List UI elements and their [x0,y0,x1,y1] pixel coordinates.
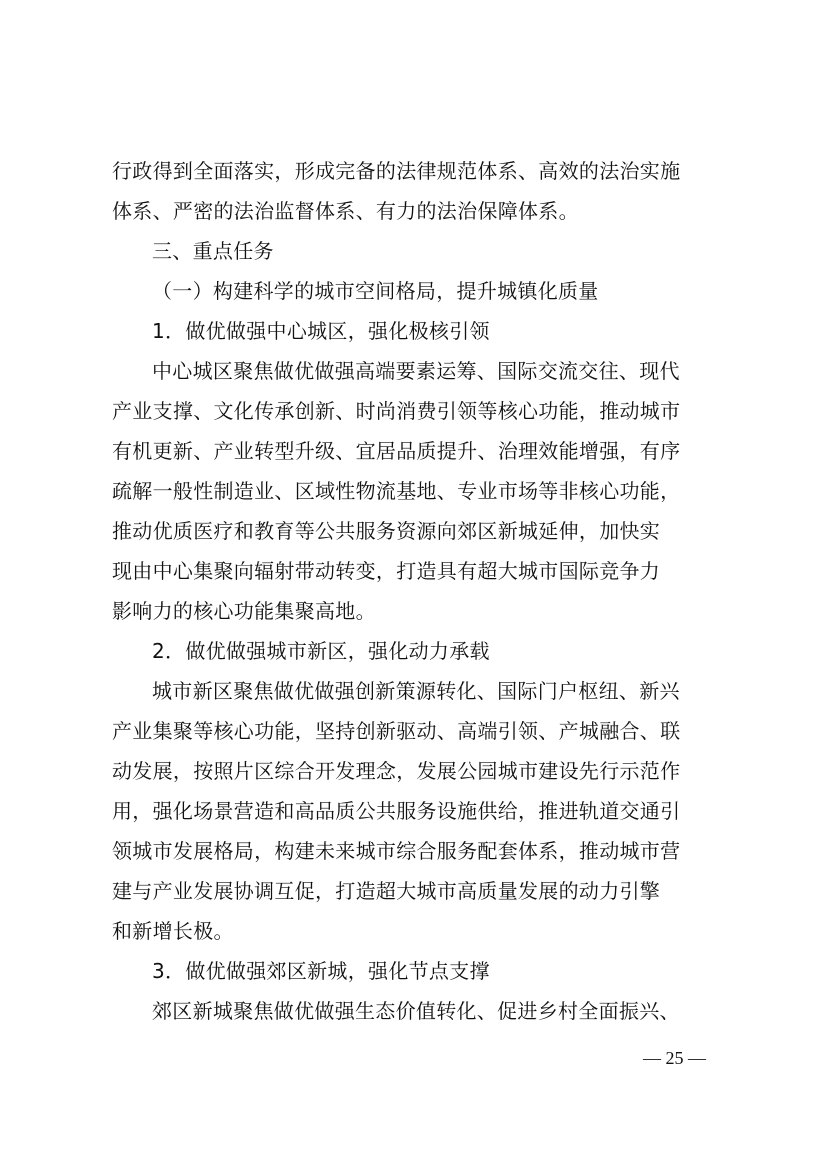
paragraph-line: 影响力的核心功能集聚高地。 [112,599,376,623]
item-heading: 3．做优做强郊区新城，强化节点支撑 [152,959,490,983]
paragraph-line: 领城市发展格局，构建未来城市综合服务配套体系，推动城市营 [112,839,681,863]
paragraph-line: 中心城区聚焦做优做强高端要素运筹、国际交流交往、现代 [152,359,680,383]
subsection-heading: （一）构建科学的城市空间格局，提升城镇化质量 [152,279,599,303]
paragraph-line: 和新增长极。 [112,919,234,943]
paragraph-line: 现由中心集聚向辐射带动转变，打造具有超大城市国际竞争力 [112,559,661,583]
paragraph-line: 郊区新城聚焦做优做强生态价值转化、促进乡村全面振兴、 [152,999,680,1023]
paragraph-line: 城市新区聚焦做优做强创新策源转化、国际门户枢纽、新兴 [152,679,680,703]
paragraph-line: 体系、严密的法治监督体系、有力的法治保障体系。 [112,199,579,223]
paragraph-line: 产业支撑、文化传承创新、时尚消费引领等核心功能，推动城市 [112,399,681,423]
paragraph-line: 推动优质医疗和教育等公共服务资源向郊区新城延伸，加快实 [112,519,661,543]
page-number: — 25 — [643,1048,706,1068]
paragraph-line: 有机更新、产业转型升级、宜居品质提升、治理效能增强，有序 [112,439,681,463]
section-heading: 三、重点任务 [152,239,274,263]
paragraph-line: 动发展，按照片区综合开发理念，发展公园城市建设先行示范作 [112,759,681,783]
paragraph-line: 疏解一般性制造业、区域性物流基地、专业市场等非核心功能， [112,479,681,503]
item-heading: 1．做优做强中心城区，强化极核引领 [152,319,490,343]
paragraph-line: 建与产业发展协调互促，打造超大城市高质量发展的动力引擎 [112,879,661,903]
item-heading: 2．做优做强城市新区，强化动力承载 [152,639,490,663]
paragraph-line: 行政得到全面落实，形成完备的法律规范体系、高效的法治实施 [112,159,681,183]
paragraph-line: 用，强化场景营造和高品质公共服务设施供给，推进轨道交通引 [112,799,681,823]
paragraph-line: 产业集聚等核心功能，坚持创新驱动、高端引领、产城融合、联 [112,719,681,743]
